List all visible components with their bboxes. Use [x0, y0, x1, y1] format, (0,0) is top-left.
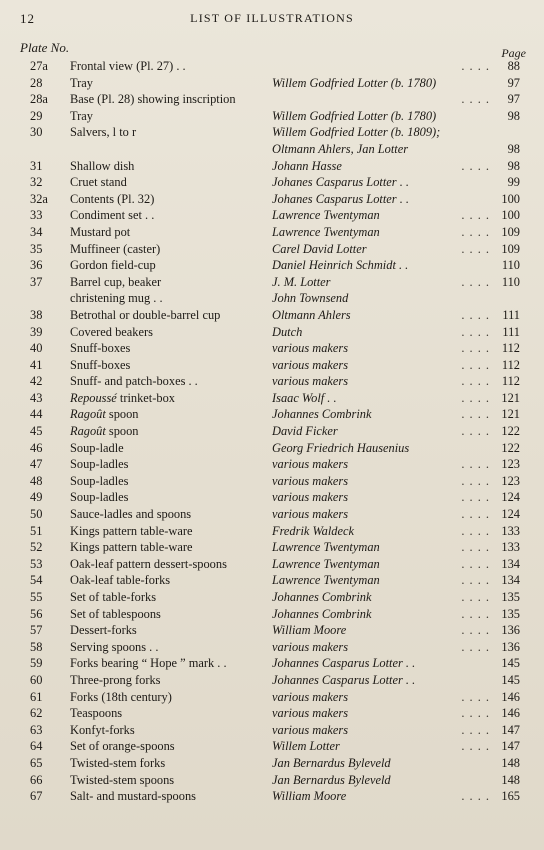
list-item [0, 75, 544, 92]
plate-title: Tray [70, 108, 93, 123]
list-item [0, 423, 544, 440]
list-item [0, 772, 544, 789]
plate-number: 57 [30, 623, 43, 638]
page-reference: 98 [507, 158, 520, 173]
list-item [0, 191, 544, 208]
running-title: LIST OF ILLUSTRATIONS [190, 11, 354, 25]
plate-title: Kings pattern table-ware [70, 540, 193, 555]
plate-title [70, 423, 139, 440]
plate-title: Soup-ladle [70, 440, 124, 455]
illustrations-list [0, 58, 544, 805]
page-reference: 112 [501, 357, 520, 372]
plate-number: 55 [30, 590, 43, 604]
plate-number: 29 [30, 108, 43, 123]
page-reference: 109 [501, 241, 520, 256]
leader-dots: . . . . [461, 208, 490, 223]
plate-title: Soup-ladles [70, 457, 129, 472]
list-item [0, 655, 544, 672]
page-reference: 165 [501, 789, 520, 804]
list-item [0, 307, 544, 324]
list-item [0, 556, 544, 573]
plate-column-heading: Plate No. [20, 40, 70, 55]
maker-name: William Moore [272, 789, 347, 804]
list-item [0, 722, 544, 739]
page-reference: 100 [501, 191, 520, 206]
leader-dots: . . . . [461, 540, 490, 555]
leader-dots: . . . . [461, 357, 490, 372]
maker-name: Willem Godfried Lotter (b. 1780) [272, 75, 437, 90]
page-reference: 111 [502, 324, 520, 339]
list-item [0, 108, 544, 125]
leader-dots: . . . . [461, 224, 490, 239]
page-reference: 122 [501, 424, 520, 439]
page-reference: 109 [501, 224, 520, 239]
page-reference: 146 [501, 689, 520, 704]
maker-name: Johannes Combrink [272, 606, 372, 621]
plate-title: Dessert-forks [70, 623, 137, 638]
list-item [0, 589, 544, 606]
maker-name: various makers [272, 457, 349, 472]
maker-name: John Townsend [272, 291, 349, 306]
maker-name: Johanes Casparus Lotter . . [272, 191, 409, 206]
plate-title: Soup-ladles [70, 473, 129, 488]
maker-name: various makers [272, 639, 349, 654]
page-reference: 136 [501, 623, 520, 638]
plate-title: Tray [70, 75, 93, 90]
maker-name: Lawrence Twentyman [272, 224, 380, 239]
list-item [0, 738, 544, 755]
plate-number: 41 [30, 357, 43, 372]
plate-number: 33 [30, 208, 43, 223]
plate-title: Betrothal or double-barrel cup [70, 307, 221, 322]
maker-name: Johannes Combrink [272, 407, 372, 422]
maker-name: various makers [272, 507, 349, 522]
leader-dots: . . . . [461, 789, 490, 804]
plate-title: Set of orange-spoons [70, 739, 175, 754]
maker-name: William Moore [272, 623, 347, 638]
maker-name: Johannes Casparus Lotter . . [272, 672, 416, 687]
plate-title: Cruet stand [70, 175, 127, 190]
list-item [0, 373, 544, 390]
plate-number: 67 [30, 789, 43, 804]
maker-name: various makers [272, 341, 349, 356]
maker-name: various makers [272, 473, 349, 488]
plate-title: Twisted-stem spoons [70, 772, 175, 787]
list-item [0, 506, 544, 523]
plate-number: 39 [30, 324, 43, 339]
maker-name: Lawrence Twentyman [272, 540, 380, 555]
maker-name: Oltmann Ahlers [272, 307, 351, 322]
list-item [0, 406, 544, 423]
plate-title: Soup-ladles [70, 490, 129, 505]
list-item [0, 58, 544, 75]
maker-name: various makers [272, 722, 349, 737]
plate-title: Barrel cup, beaker [70, 274, 162, 289]
page-reference: 98 [507, 141, 520, 156]
list-item [0, 91, 544, 108]
page-reference: 145 [501, 656, 520, 671]
page-reference: 135 [501, 606, 520, 621]
maker-name: Oltmann Ahlers, Jan Lotter [272, 141, 409, 156]
leader-dots: . . . . [461, 639, 490, 654]
plate-number: 36 [30, 258, 43, 273]
maker-name: various makers [272, 490, 349, 505]
plate-number: 62 [30, 706, 43, 721]
plate-number: 28a [30, 92, 48, 107]
plate-number: 60 [30, 672, 43, 687]
leader-dots: . . . . [461, 390, 490, 405]
list-item [0, 639, 544, 656]
plate-title-italic: Ragoût [70, 424, 106, 439]
plate-title: Forks bearing “ Hope ” mark . . [70, 656, 227, 671]
plate-title: Set of table-forks [70, 590, 157, 604]
maker-name: Willem Godfried Lotter (b. 1780) [272, 108, 437, 123]
page-reference: 147 [501, 739, 520, 754]
plate-number: 48 [30, 473, 43, 488]
plate-number: 35 [30, 241, 43, 256]
maker-name: Willem Godfried Lotter (b. 1809); [272, 125, 441, 140]
leader-dots: . . . . [461, 59, 490, 73]
plate-number: 51 [30, 523, 43, 538]
maker-name: various makers [272, 689, 349, 704]
maker-name: Jan Bernardus Byleveld [272, 772, 391, 787]
plate-number: 45 [30, 424, 43, 439]
page-reference: 135 [501, 590, 520, 604]
list-item [0, 174, 544, 191]
maker-name: Georg Friedrich Hausenius [272, 440, 410, 455]
leader-dots: . . . . [461, 523, 490, 538]
list-item [0, 672, 544, 689]
maker-name: various makers [272, 374, 349, 389]
page-reference: 133 [501, 523, 520, 538]
maker-name: Lawrence Twentyman [272, 556, 380, 571]
maker-name: David Ficker [272, 424, 338, 439]
plate-title: Snuff- and patch-boxes . . [70, 374, 198, 389]
page-reference: 112 [501, 374, 520, 389]
plate-title: Oak-leaf pattern dessert-spoons [70, 556, 227, 571]
plate-title: Forks (18th century) [70, 689, 172, 704]
plate-number: 46 [30, 440, 43, 455]
leader-dots: . . . . [461, 324, 490, 339]
leader-dots: . . . . [461, 507, 490, 522]
plate-title: Salt- and mustard-spoons [70, 789, 196, 804]
plate-title-rest: spoon [105, 424, 139, 439]
plate-title: Covered beakers [70, 324, 153, 339]
plate-title: Konfyt-forks [70, 722, 135, 737]
maker-name: Isaac Wolf . . [272, 390, 337, 405]
leader-dots: . . . . [461, 490, 490, 505]
page-reference: 112 [501, 341, 520, 356]
plate-number: 61 [30, 689, 43, 704]
plate-title: Mustard pot [70, 224, 131, 239]
leader-dots: . . . . [461, 158, 490, 173]
page-reference: 99 [507, 175, 520, 190]
leader-dots: . . . . [461, 341, 490, 356]
page-reference: 121 [501, 407, 520, 422]
page-reference: 136 [501, 639, 520, 654]
leader-dots: . . . . [461, 573, 490, 588]
plate-number: 42 [30, 374, 43, 389]
plate-title: Snuff-boxes [70, 341, 131, 356]
plate-number: 34 [30, 224, 43, 239]
leader-dots: . . . . [461, 374, 490, 389]
leader-dots: . . . . [461, 623, 490, 638]
list-item [0, 572, 544, 589]
plate-number: 31 [30, 158, 43, 173]
list-item [0, 689, 544, 706]
page-reference: 98 [507, 108, 520, 123]
leader-dots: . . . . [461, 307, 490, 322]
leader-dots: . . . . [461, 722, 490, 737]
page-reference: 134 [501, 573, 520, 588]
list-item [0, 241, 544, 258]
list-item [0, 124, 544, 141]
page-reference: 110 [501, 274, 520, 289]
page-column-heading: Page [501, 46, 526, 60]
list-item [0, 473, 544, 490]
page-reference: 124 [501, 507, 520, 522]
plate-number: 40 [30, 341, 43, 356]
plate-number: 49 [30, 490, 43, 505]
plate-title: Base (Pl. 28) showing inscription [70, 92, 236, 107]
plate-number: 56 [30, 606, 43, 621]
plate-title: Shallow dish [70, 158, 135, 173]
plate-number: 52 [30, 540, 43, 555]
page-reference: 123 [501, 457, 520, 472]
list-item [0, 257, 544, 274]
plate-title: Condiment set . . [70, 208, 155, 223]
list-item [0, 489, 544, 506]
plate-number: 44 [30, 407, 43, 422]
leader-dots: . . . . [461, 424, 490, 439]
maker-name: Jan Bernardus Byleveld [272, 755, 391, 770]
leader-dots: . . . . [461, 241, 490, 256]
leader-dots: . . . . [461, 739, 490, 754]
page-reference: 133 [501, 540, 520, 555]
plate-title-italic: Repoussé [70, 390, 117, 405]
maker-name: Lawrence Twentyman [272, 573, 380, 588]
plate-number: 27a [30, 59, 48, 73]
page-reference: 97 [507, 75, 520, 90]
maker-name: various makers [272, 706, 349, 721]
list-item [0, 141, 544, 158]
list-item [0, 622, 544, 639]
plate-title: Kings pattern table-ware [70, 523, 193, 538]
leader-dots: . . . . [461, 274, 490, 289]
plate-title: Set of tablespoons [70, 606, 161, 621]
plate-number: 53 [30, 556, 43, 571]
list-item [0, 606, 544, 623]
plate-title: Frontal view (Pl. 27) . . [70, 59, 186, 73]
list-item [0, 224, 544, 241]
plate-number: 47 [30, 457, 43, 472]
maker-name: various makers [272, 357, 349, 372]
leader-dots: . . . . [461, 590, 490, 604]
plate-title: Salvers, l to r [70, 125, 137, 140]
leader-dots: . . . . [461, 706, 490, 721]
page-reference: 124 [501, 490, 520, 505]
list-item [0, 440, 544, 457]
list-item [0, 158, 544, 175]
leader-dots: . . . . [461, 606, 490, 621]
plate-number: 38 [30, 307, 43, 322]
maker-name: Dutch [272, 324, 303, 339]
page-reference: 121 [501, 390, 520, 405]
maker-name: Daniel Heinrich Schmidt . . [272, 258, 409, 273]
page-reference: 123 [501, 473, 520, 488]
plate-title-italic: Ragoût [70, 407, 106, 422]
leader-dots: . . . . [461, 689, 490, 704]
plate-number: 32a [30, 191, 48, 206]
page-reference: 88 [507, 59, 520, 73]
plate-number: 43 [30, 390, 43, 405]
list-item [0, 340, 544, 357]
leader-dots: . . . . [461, 473, 490, 488]
plate-title: Oak-leaf table-forks [70, 573, 171, 588]
list-item [0, 705, 544, 722]
plate-title: Teaspoons [70, 706, 123, 721]
list-item [0, 390, 544, 407]
list-item [0, 523, 544, 540]
plate-number: 65 [30, 755, 43, 770]
list-item [0, 788, 544, 805]
plate-number: 28 [30, 75, 43, 90]
plate-number: 50 [30, 507, 43, 522]
maker-name: Johanes Casparus Lotter . . [272, 175, 409, 190]
maker-name: Johannes Casparus Lotter . . [272, 656, 416, 671]
plate-title [70, 406, 139, 423]
maker-name: Johannes Combrink [272, 590, 372, 604]
leader-dots: . . . . [461, 457, 490, 472]
page-number: 12 [20, 11, 35, 26]
plate-number: 63 [30, 722, 43, 737]
page-reference: 110 [501, 258, 520, 273]
leader-dots: . . . . [461, 556, 490, 571]
list-item [0, 755, 544, 772]
plate-title: Gordon field-cup [70, 258, 156, 273]
plate-number: 58 [30, 639, 43, 654]
plate-title: christening mug . . [70, 291, 163, 306]
list-item [0, 290, 544, 307]
plate-number: 59 [30, 656, 43, 671]
plate-number: 32 [30, 175, 43, 190]
page-reference: 148 [501, 755, 520, 770]
maker-name: Lawrence Twentyman [272, 208, 380, 223]
list-item [0, 274, 544, 291]
page-reference: 146 [501, 706, 520, 721]
page-reference: 100 [501, 208, 520, 223]
plate-title: Twisted-stem forks [70, 755, 166, 770]
maker-name: Fredrik Waldeck [272, 523, 355, 538]
plate-title: Muffineer (caster) [70, 241, 161, 256]
maker-name: J. M. Lotter [272, 274, 331, 289]
plate-number: 64 [30, 739, 43, 754]
page-reference: 145 [501, 672, 520, 687]
page-reference: 148 [501, 772, 520, 787]
plate-number: 54 [30, 573, 43, 588]
plate-title: Sauce-ladles and spoons [70, 507, 192, 522]
plate-number: 30 [30, 125, 43, 140]
list-item [0, 324, 544, 341]
list-item [0, 207, 544, 224]
page-reference: 122 [501, 440, 520, 455]
page-reference: 111 [502, 307, 520, 322]
plate-title: Serving spoons . . [70, 639, 159, 654]
plate-number: 37 [30, 274, 43, 289]
page-reference: 147 [501, 722, 520, 737]
maker-name: Willem Lotter [272, 739, 340, 754]
plate-title: Three-prong forks [70, 672, 161, 687]
plate-number: 66 [30, 772, 43, 787]
list-item [0, 456, 544, 473]
maker-name: Johann Hasse [272, 158, 342, 173]
plate-title: Snuff-boxes [70, 357, 131, 372]
plate-title [70, 390, 175, 407]
leader-dots: . . . . [461, 92, 490, 107]
plate-title: Contents (Pl. 32) [70, 191, 155, 206]
list-item [0, 357, 544, 374]
list-item [0, 539, 544, 556]
plate-title-rest: spoon [105, 407, 139, 422]
plate-title-rest: trinket-box [116, 390, 175, 405]
maker-name: Carel David Lotter [272, 241, 367, 256]
page-reference: 97 [507, 92, 520, 107]
leader-dots: . . . . [461, 407, 490, 422]
page-reference: 134 [501, 556, 520, 571]
